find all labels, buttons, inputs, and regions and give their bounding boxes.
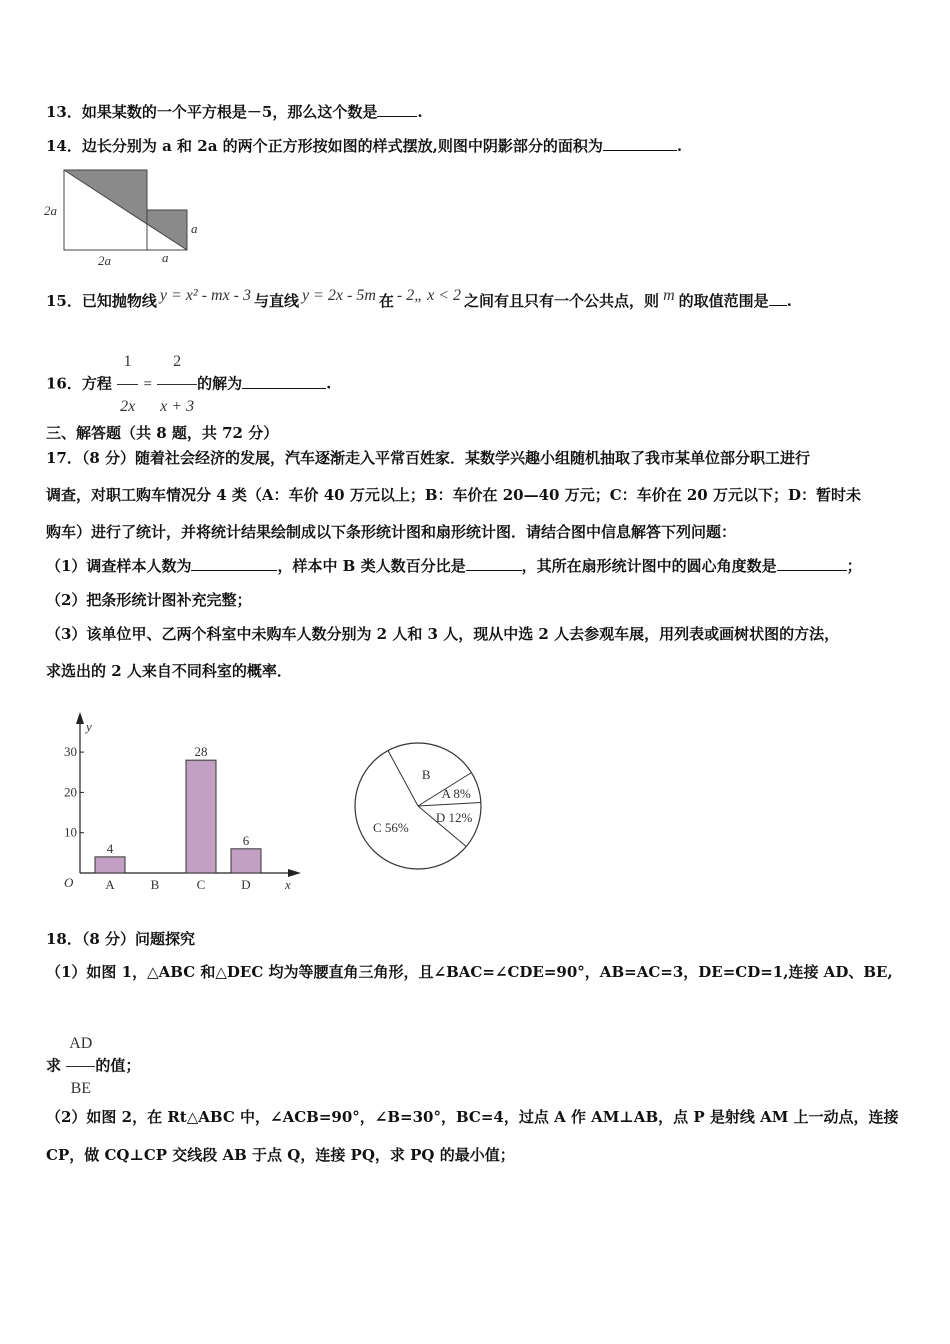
y-tick-label-10: 10 <box>64 824 77 840</box>
fraction-ad-over-be: $\frac{AD}{BE}$ <box>66 1022 95 1111</box>
answer-blank-b-percent[interactable] <box>466 556 522 571</box>
q17-line2: 调查，对职工购车情况分 4 类（A：车价 40 万元以上；B：车价在 20—40 万元；C：车价在 20 万元以下；D：暂时未 <box>46 486 861 504</box>
fraction-1-over-2x: $\frac{1}{2x}$ <box>117 340 138 429</box>
category-label-C: C <box>196 877 206 892</box>
fraction-2-over-x-plus-3: $\frac{2}{x + 3}$ <box>157 340 197 429</box>
category-label-A: A <box>105 877 115 892</box>
answer-blank[interactable] <box>377 102 417 117</box>
y-axis-label: y <box>86 719 92 734</box>
x-range: - 2„ x < 2 <box>396 287 462 304</box>
q18-part2-line1: （2）如图 2，在 Rt△ABC 中，∠ACB=90°，∠B=30°，BC=4，过点 A 作 AM⊥AB，点 P 是射线 AM 上一动点，连接 <box>46 1108 899 1126</box>
q17-line1: 17．（8 分）随着社会经济的发展，汽车逐渐走入平常百姓家．某数学兴趣小组随机抽取了我市某单位部分职工进行 <box>46 449 811 467</box>
slice-label-B: B <box>421 767 431 783</box>
q18-part1: （1）如图 1，△ABC 和△DEC 均为等腰直角三角形，且∠BAC=∠CDE=90°，AB=AC=3，DE=CD=1,连接 AD、BE, <box>46 963 893 981</box>
bar-value-label-C: 28 <box>194 744 208 760</box>
q18-part1-ask: 求 $\frac{AD}{BE}$ 的值； <box>46 1022 140 1111</box>
y-tick-label-20: 20 <box>64 784 77 800</box>
slice-label-A: A 8% <box>441 785 471 801</box>
answer-blank-sample-size[interactable] <box>191 556 277 571</box>
q18-part2-line2: CP，做 CQ⊥CP 交线段 AB 于点 Q，连接 PQ，求 PQ 的最小值； <box>46 1146 515 1164</box>
label-right-a: a <box>191 221 198 236</box>
category-label-B: B <box>150 877 160 892</box>
slice-label-C: C 56% <box>373 820 409 836</box>
squares-figure <box>40 165 210 270</box>
parabola-equation: y = x² - mx - 3 <box>159 287 251 304</box>
x-axis-label: x <box>285 877 291 892</box>
question-14: 14．边长分别为 a 和 2a 的两个正方形按如图的样式摆放,则图中阴影部分的面积为 . <box>46 137 683 155</box>
variable-m: m <box>663 287 675 304</box>
section-title: 三、解答题（共 8 题，共 72 分） <box>46 424 279 442</box>
answer-blank[interactable] <box>603 136 677 151</box>
bar-chart <box>55 710 315 900</box>
pie-chart <box>350 740 490 870</box>
q17-part3-line2: 求选出的 2 人来自不同科室的概率． <box>46 662 292 680</box>
q17-part2: （2）把条形统计图补充完整； <box>46 591 252 609</box>
q17-part1: （1）调查样本人数为 ，样本中 B 类人数百分比是 ，其所在扇形统计图中的圆心角度数是 ； <box>46 557 862 575</box>
bar-value-label-A: 4 <box>106 840 114 856</box>
origin-label: O <box>64 875 74 890</box>
label-left-2a: 2a <box>44 203 57 218</box>
bar-A <box>95 857 125 873</box>
y-axis-arrow <box>76 712 84 724</box>
label-bottom-a: a <box>162 250 169 265</box>
label-bottom-2a: 2a <box>98 253 111 268</box>
question-13: 13．如果某数的一个平方根是－5，那么这个数是 . <box>46 103 423 121</box>
answer-blank-angle[interactable] <box>777 556 847 571</box>
answer-blank[interactable] <box>769 291 787 306</box>
line-equation: y = 2x - 5m <box>302 287 376 304</box>
q18-title: 18．（8 分）问题探究 <box>46 930 196 948</box>
bar-D <box>231 849 261 873</box>
slice-label-D: D 12% <box>435 809 473 825</box>
question-15: 15．已知抛物线 y = x² - mx - 3 与直线 y = 2x - 5m 在 - 2„ x < 2 之间有且只有一个公共点，则 m 的取值范围是 . <box>46 287 792 310</box>
y-tick-label-30: 30 <box>64 744 77 760</box>
bar-value-label-D: 6 <box>242 832 250 848</box>
category-label-D: D <box>241 877 251 892</box>
q17-line3: 购车）进行了统计，并将统计结果绘制成以下条形统计图和扇形统计图．请结合图中信息解答下列问题： <box>46 523 737 541</box>
answer-blank[interactable] <box>242 374 326 389</box>
x-axis-arrow <box>288 869 301 877</box>
q17-part3-line1: （3）该单位甲、乙两个科室中未购车人数分别为 2 人和 3 人，现从中选 2 人去参观车展，用列表或画树状图的方法， <box>46 625 840 643</box>
bar-C <box>186 760 216 873</box>
question-16: 16．方程 $\frac{1}{2x}$ = $\frac{2}{x + 3}$ 的解为 . <box>46 340 331 429</box>
